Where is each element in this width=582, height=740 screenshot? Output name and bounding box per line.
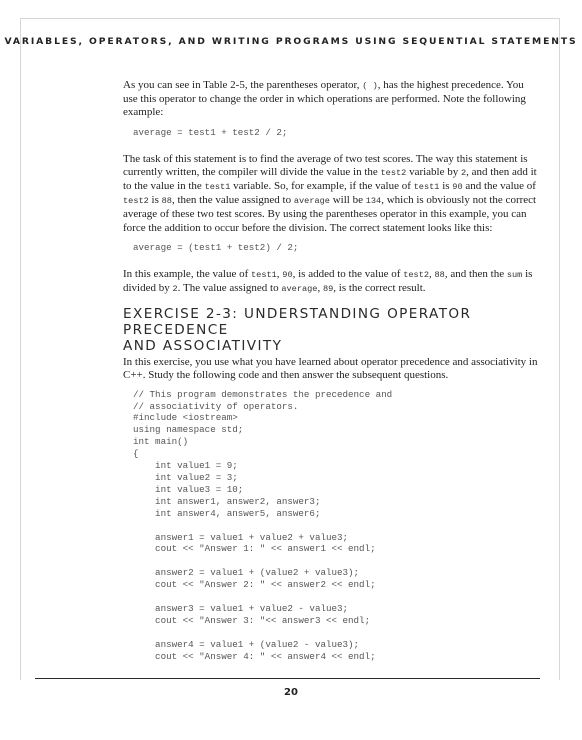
inline-code: average (281, 284, 318, 295)
text: is (439, 180, 453, 193)
running-header: VARIABLES, OPERATORS, AND WRITING PROGRAMS USING SEQUENTIAL STATEMENTS (4, 36, 578, 47)
code-line: cout << "Answer 3: "<< answer3 << endl; (133, 614, 371, 626)
inline-code: 2 (172, 284, 178, 295)
text: , is the correct result. (333, 282, 426, 295)
paragraph-explanation (123, 153, 541, 235)
text: , then the value assigned to (171, 194, 294, 207)
body-content (123, 79, 541, 662)
code-line: int answer1, answer2, answer3; (133, 495, 321, 507)
paragraph-intro (123, 79, 541, 120)
code-line: using namespace std; (133, 424, 244, 436)
code-line: answer1 = value1 + value2 + value3; (133, 531, 349, 543)
text: As you can see in Table 2-5, the parentheses operator, (123, 79, 363, 91)
text: , which is obviously not the correct average of these two test scores. By using the parentheses operator in this example, you can force the addition to occur before the division. The correct statement looks like this: (123, 194, 537, 234)
text: variable by (406, 165, 461, 178)
code-line: { (133, 448, 139, 460)
code-line: cout << "Answer 1: " << answer1 << endl; (133, 543, 376, 555)
inline-code: 89 (322, 284, 334, 295)
code-line: int main() (133, 436, 189, 448)
text: , and then add it to the value in the (123, 165, 537, 193)
code-line: int value2 = 3; (133, 471, 238, 483)
code-example-2: average = (test1 + test2) / 2; (133, 241, 299, 253)
code-line: int answer4, answer5, answer6; (133, 507, 321, 519)
heading-line: AND ASSOCIATIVITY (123, 338, 283, 355)
text: The task of this statement is to find the average of two test scores. The way this statement is currently written, the compiler will divide the value in the (123, 152, 528, 178)
inline-code: test1 (251, 269, 277, 280)
code-line: answer3 = value1 + value2 - value3; (133, 602, 349, 614)
text: In this example, the value of (123, 267, 251, 280)
text: , has the highest precedence. You use this operator to change the order in which operations are performed. Note the following example: (123, 79, 526, 119)
text: , (276, 267, 283, 280)
page-number: 20 (284, 687, 298, 698)
inline-code: 2 (461, 167, 467, 178)
inline-code: ( ) (362, 81, 378, 91)
text: . The value assigned to (177, 282, 282, 295)
code-line: // This program demonstrates the precedence and (133, 388, 393, 400)
text: , (317, 282, 323, 295)
inline-code: average (293, 196, 330, 207)
inline-code: 90 (282, 269, 293, 280)
text: , and then the (444, 267, 507, 280)
inline-code: sum (506, 269, 523, 280)
text: is (148, 194, 162, 207)
code-line: int value3 = 10; (133, 483, 244, 495)
inline-code: test2 (403, 269, 430, 280)
footer-rule (35, 678, 540, 679)
code-line: cout << "Answer 2: " << answer2 << endl; (133, 579, 376, 591)
code-line: int value1 = 9; (133, 460, 238, 472)
code-line: answer4 = value1 + (value2 - value3); (133, 638, 360, 650)
inline-code: 134 (365, 196, 382, 207)
text: is divided by (123, 267, 533, 295)
text: , is added to the value of (292, 267, 404, 280)
inline-code: test2 (380, 167, 407, 178)
inline-code: 88 (434, 269, 445, 280)
code-listing (133, 389, 541, 663)
code-line: // associativity of operators. (133, 400, 299, 412)
heading-line: EXERCISE 2-3: UNDERSTANDING OPERATOR PRECEDENCE (123, 306, 472, 339)
inline-code: test1 (204, 182, 231, 193)
text: , (429, 267, 435, 280)
exercise-intro: In this exercise, you use what you have learned about operator precedence and associativity in C++. Study the following code and then answer the subsequent questions. (123, 356, 538, 382)
text: variable. So, for example, if the value of (230, 180, 414, 193)
text: will be (329, 194, 366, 207)
code-line: #include <iostream> (133, 412, 238, 424)
inline-code: 88 (161, 196, 172, 207)
exercise-heading (123, 306, 541, 354)
text: and the value of (462, 180, 536, 193)
inline-code: test1 (413, 182, 440, 193)
inline-code: 90 (452, 182, 463, 193)
inline-code: test2 (123, 196, 149, 207)
code-line: answer2 = value1 + (value2 + value3); (133, 567, 360, 579)
code-example-1: average = test1 + test2 / 2; (133, 126, 288, 138)
paragraph-result (123, 268, 541, 296)
code-line: cout << "Answer 4: " << answer4 << endl; (133, 650, 376, 662)
